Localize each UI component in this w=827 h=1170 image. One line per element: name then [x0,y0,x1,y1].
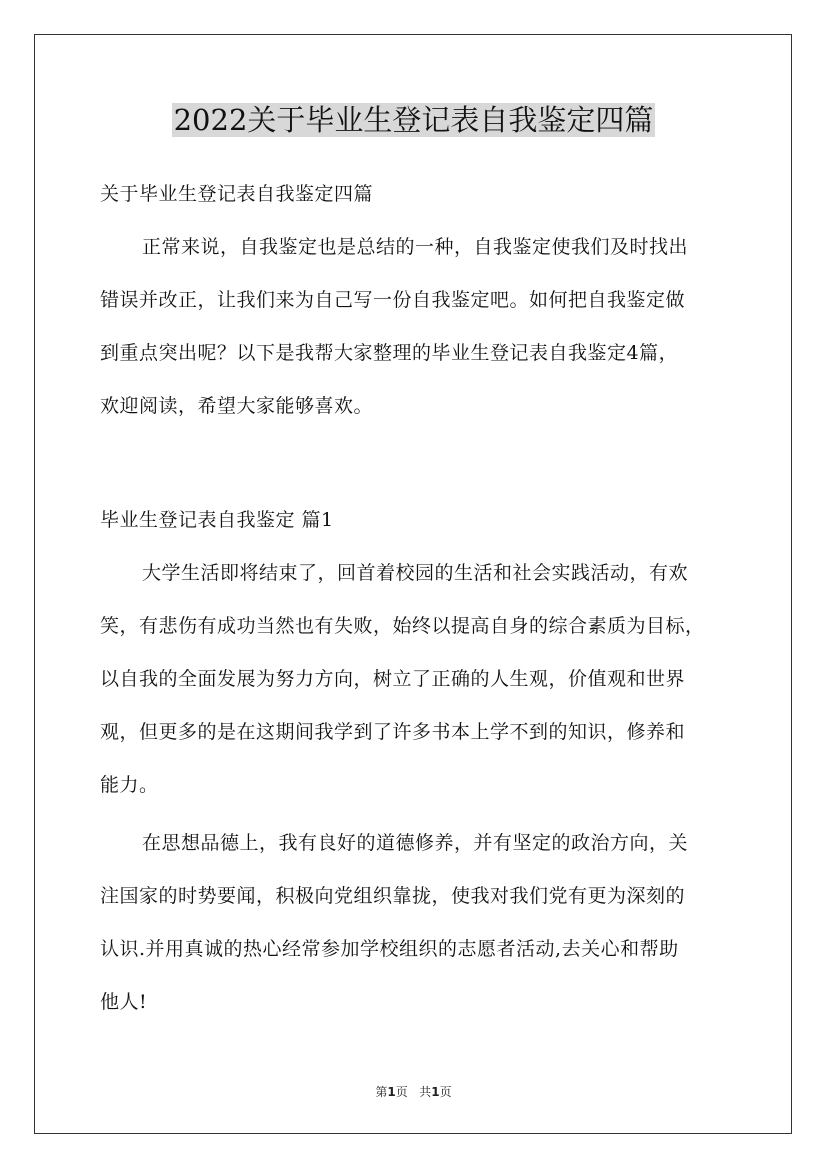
paragraph-1-line-2: 笑，有悲伤有成功当然也有失败，始终以提高自身的综合素质为目标， [100,615,705,637]
total-prefix: 共 [419,1085,432,1099]
paragraph-1-line-3: 以自我的全面发展为努力方向，树立了正确的人生观，价值观和世界 [100,668,686,690]
page-suffix: 页 [395,1085,408,1099]
page-footer [0,1084,827,1100]
title-text: 2022关于毕业生登记表自我鉴定四篇 [173,103,654,137]
intro-line-1: 正常来说，自我鉴定也是总结的一种，自我鉴定使我们及时找出 [142,236,689,258]
total-number: 1 [431,1085,440,1099]
intro-line-2: 错误并改正，让我们来为自己写一份自我鉴定吧。如何把自我鉴定做 [100,289,686,311]
document-subtitle: 关于毕业生登记表自我鉴定四篇 [100,183,374,205]
section-heading: 毕业生登记表自我鉴定 篇1 [100,509,334,531]
paragraph-2-line-1: 在思想品德上，我有良好的道德修养，并有坚定的政治方向，关 [142,832,689,854]
paragraph-2-line-2: 注国家的时势要闻，积极向党组织靠拢，使我对我们党有更为深刻的 [100,885,686,907]
total-suffix: 页 [439,1085,452,1099]
intro-line-4: 欢迎阅读，希望大家能够喜欢。 [100,395,374,417]
paragraph-2-line-3: 认识.并用真诚的热心经常参加学校组织的志愿者活动,去关心和帮助 [100,938,679,960]
page-prefix: 第 [375,1085,388,1099]
paragraph-1-line-5: 能力。 [100,774,159,796]
page-number: 1 [387,1085,396,1099]
document-title [0,98,827,142]
intro-line-3: 到重点突出呢？以下是我帮大家整理的毕业生登记表自我鉴定4篇， [100,342,679,364]
paragraph-1-line-1: 大学生活即将结束了，回首着校园的生活和社会实践活动，有欢 [142,562,689,584]
paragraph-2-line-4: 他人! [100,991,148,1013]
paragraph-1-line-4: 观，但更多的是在这期间我学到了许多书本上学不到的知识，修养和 [100,721,686,743]
